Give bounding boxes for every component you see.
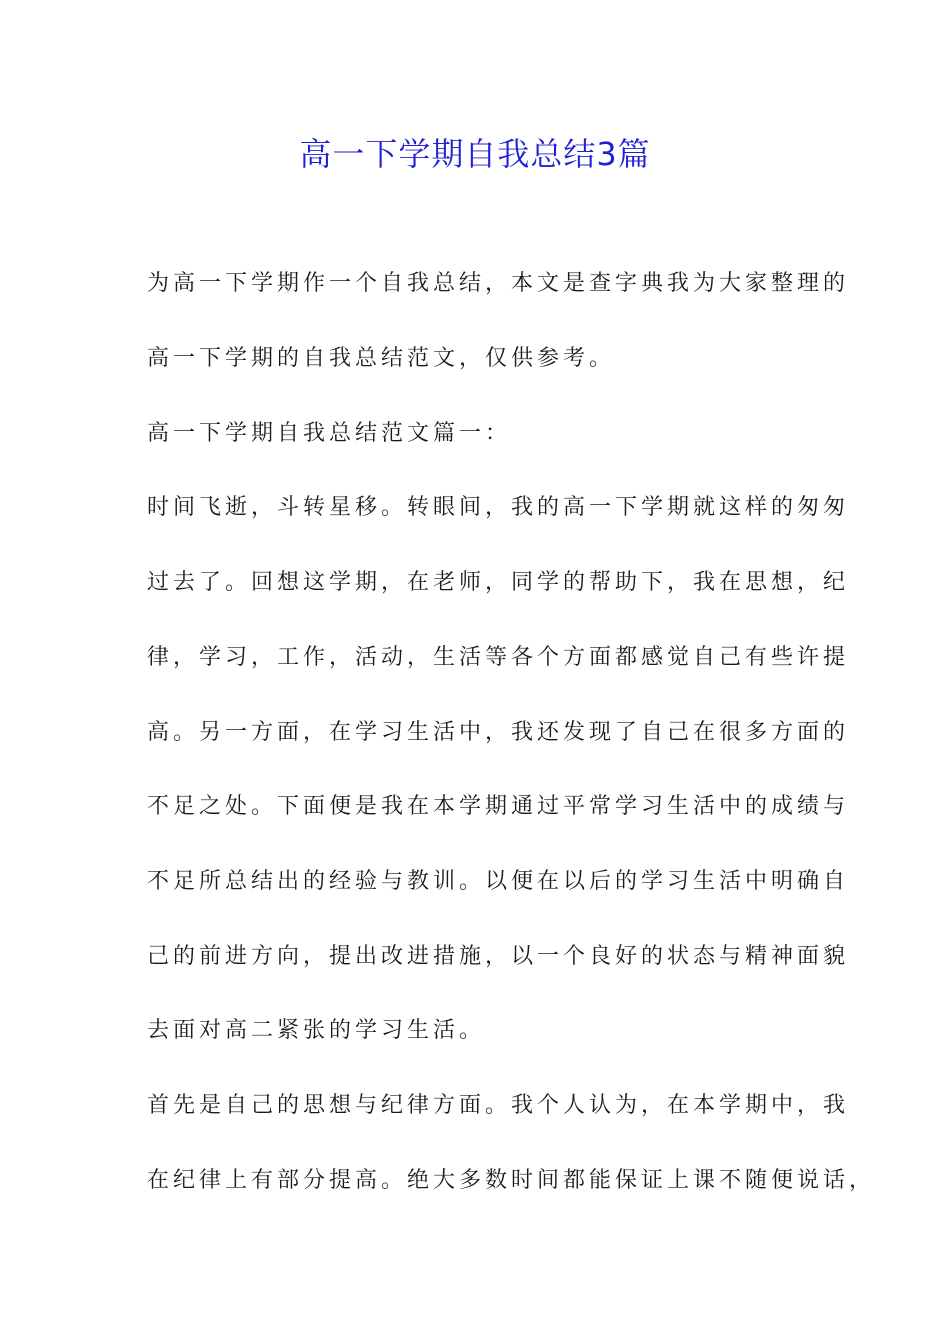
paragraph-line-7: 高。另一方面，在学习生活中，我还发现了自己在很多方面的	[147, 720, 850, 745]
section-heading-line: 高一下学期自我总结范文篇一：	[147, 421, 512, 446]
paragraph-line-2: 高一下学期的自我总结范文，仅供参考。	[147, 346, 616, 371]
paragraph-line-4: 时间飞逝，斗转星移。转眼间，我的高一下学期就这样的匆匆	[147, 495, 850, 520]
paragraph-line-9: 不足所总结出的经验与教训。以便在以后的学习生活中明确自	[147, 869, 850, 894]
paragraph-line-13: 在纪律上有部分提高。绝大多数时间都能保证上课不随便说话，	[147, 1168, 876, 1193]
paragraph-line-5: 过去了。回想这学期，在老师，同学的帮助下，我在思想，纪	[147, 570, 850, 595]
paragraph-line-12: 首先是自己的思想与纪律方面。我个人认为，在本学期中，我	[147, 1093, 850, 1118]
paragraph-line-1: 为高一下学期作一个自我总结，本文是查字典我为大家整理的	[147, 271, 850, 296]
paragraph-line-10: 己的前进方向，提出改进措施，以一个良好的状态与精神面貌	[147, 944, 850, 969]
paragraph-line-6: 律，学习，工作，活动，生活等各个方面都感觉自己有些许提	[147, 645, 850, 670]
paragraph-line-8: 不足之处。下面便是我在本学期通过平常学习生活中的成绩与	[147, 794, 850, 819]
document-title: 高一下学期自我总结3篇	[299, 135, 651, 173]
paragraph-line-11: 去面对高二紧张的学习生活。	[147, 1018, 486, 1043]
